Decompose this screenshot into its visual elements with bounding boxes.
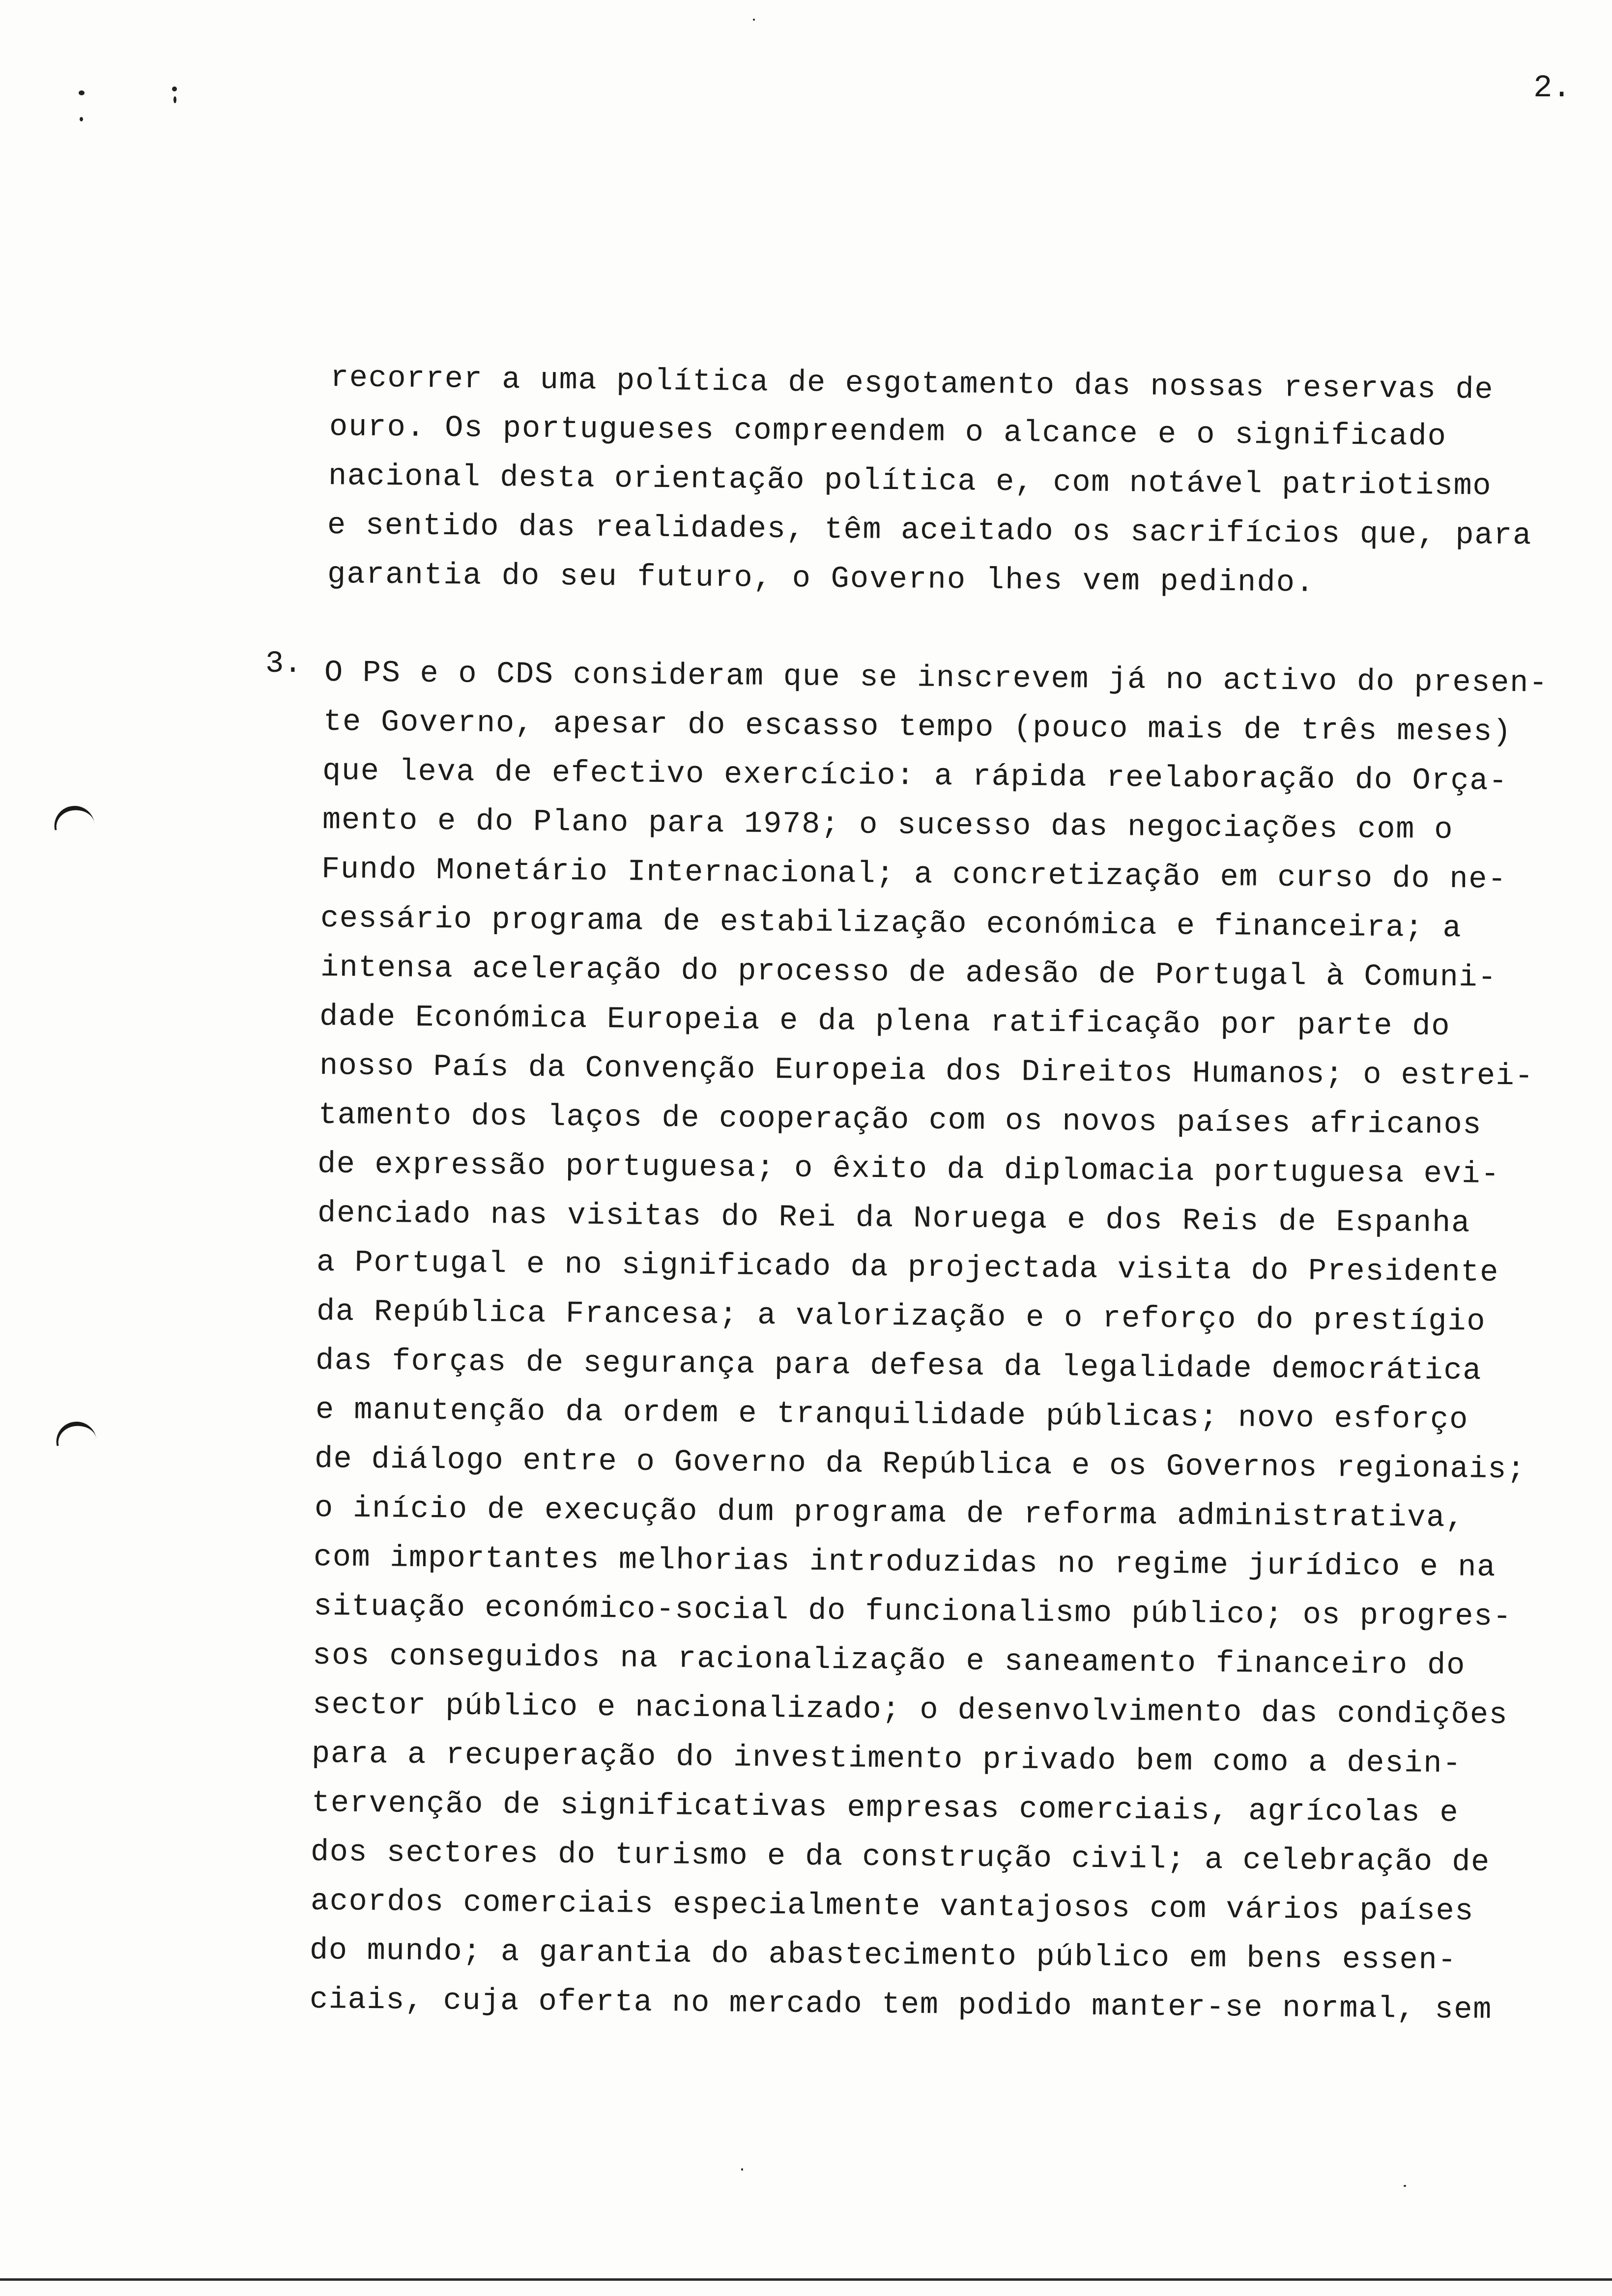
text-line: para a recuperação do investimento privado bem como a desin- — [311, 1736, 1462, 1781]
text-line: nacional desta orientação política e, com notável patriotismo — [328, 459, 1492, 504]
ink-speck — [173, 96, 176, 103]
text-line: recorrer a uma política de esgotamento das nossas reservas de — [330, 360, 1494, 407]
text-line: cessário programa de estabilização económica e financeira; a — [320, 901, 1462, 946]
text-line: ouro. Os portugueses compreendem o alcance e o significado — [329, 409, 1447, 454]
paragraph-number: 3. — [265, 646, 302, 681]
text-line: das forças de segurança para defesa da legalidade democrática — [315, 1343, 1482, 1388]
text-line: O PS e o CDS consideram que se inscrevem já no activo do presen- — [324, 655, 1549, 701]
ink-speck — [1404, 2185, 1406, 2187]
text-line: de expressão portuguesa; o êxito da diplomacia portuguesa evi- — [317, 1147, 1500, 1192]
text-line: e manutenção da ordem e tranquilidade públicas; novo esforço — [315, 1392, 1469, 1437]
text-line: dade Económica Europeia e da plena ratificação por parte do — [319, 999, 1451, 1044]
ink-speck — [172, 86, 177, 91]
text-line: a Portugal e no significado da projectada visita do Presidente — [316, 1245, 1499, 1290]
punch-hole-mark — [52, 804, 94, 831]
text-line: e sentido das realidades, têm aceitado os sacrifícios que, para — [327, 508, 1532, 553]
ink-speck — [79, 90, 85, 95]
ink-speck — [80, 117, 83, 121]
text-line: ciais, cuja oferta no mercado tem podido manter-se normal, sem — [309, 1982, 1493, 2027]
text-line: dos sectores do turismo e da construção civil; a celebração de — [310, 1835, 1491, 1880]
text-line: tervenção de significativas empresas comerciais, agrícolas e — [311, 1785, 1459, 1831]
text-line: sector público e nacionalizado; o desenvolvimento das condições — [312, 1687, 1508, 1733]
punch-hole-mark — [54, 1419, 96, 1446]
text-line: mento e do Plano para 1978; o sucesso das negociações com o — [322, 803, 1454, 848]
text-line: nosso País da Convenção Europeia dos Direitos Humanos; o estrei- — [319, 1048, 1534, 1094]
text-line: garantia do seu futuro, o Governo lhes vem pedindo. — [327, 557, 1315, 601]
text-line: te Governo, apesar do escasso tempo (pouco mais de três meses) — [323, 704, 1512, 750]
ink-speck — [741, 2168, 743, 2171]
text-line: sos conseguidos na racionalização e saneamento financeiro do — [312, 1638, 1466, 1683]
text-line: da República Francesa; a valorização e o reforço do prestígio — [316, 1294, 1486, 1339]
text-line: denciado nas visitas do Rei da Noruega e dos Reis de Espanha — [317, 1196, 1471, 1241]
text-line: intensa aceleração do processo de adesão de Portugal à Comuni- — [320, 950, 1497, 995]
ink-speck — [753, 19, 755, 21]
text-line: com importantes melhorias introduzidas no regime jurídico e na — [313, 1540, 1497, 1585]
page-number: 2. — [1533, 71, 1571, 106]
text-line: o início de execução dum programa de reforma administrativa, — [314, 1491, 1465, 1536]
text-line: Fundo Monetário Internacional; a concretização em curso do ne- — [321, 852, 1507, 897]
text-line: tamento dos laços de cooperação com os novos países africanos — [318, 1097, 1482, 1143]
text-line: do mundo; a garantia do abastecimento público em bens essen- — [309, 1933, 1457, 1978]
text-line: de diálogo entre o Governo da República e os Governos regionais; — [314, 1441, 1526, 1487]
text-line: acordos comerciais especialmente vantajosos com vários países — [310, 1884, 1474, 1929]
text-line: que leva de efectivo exercício: a rápida reelaboração do Orça- — [322, 753, 1508, 799]
text-line: situação económico-social do funcionalismo público; os progres- — [313, 1589, 1512, 1635]
bottom-edge-line — [0, 2278, 1612, 2281]
